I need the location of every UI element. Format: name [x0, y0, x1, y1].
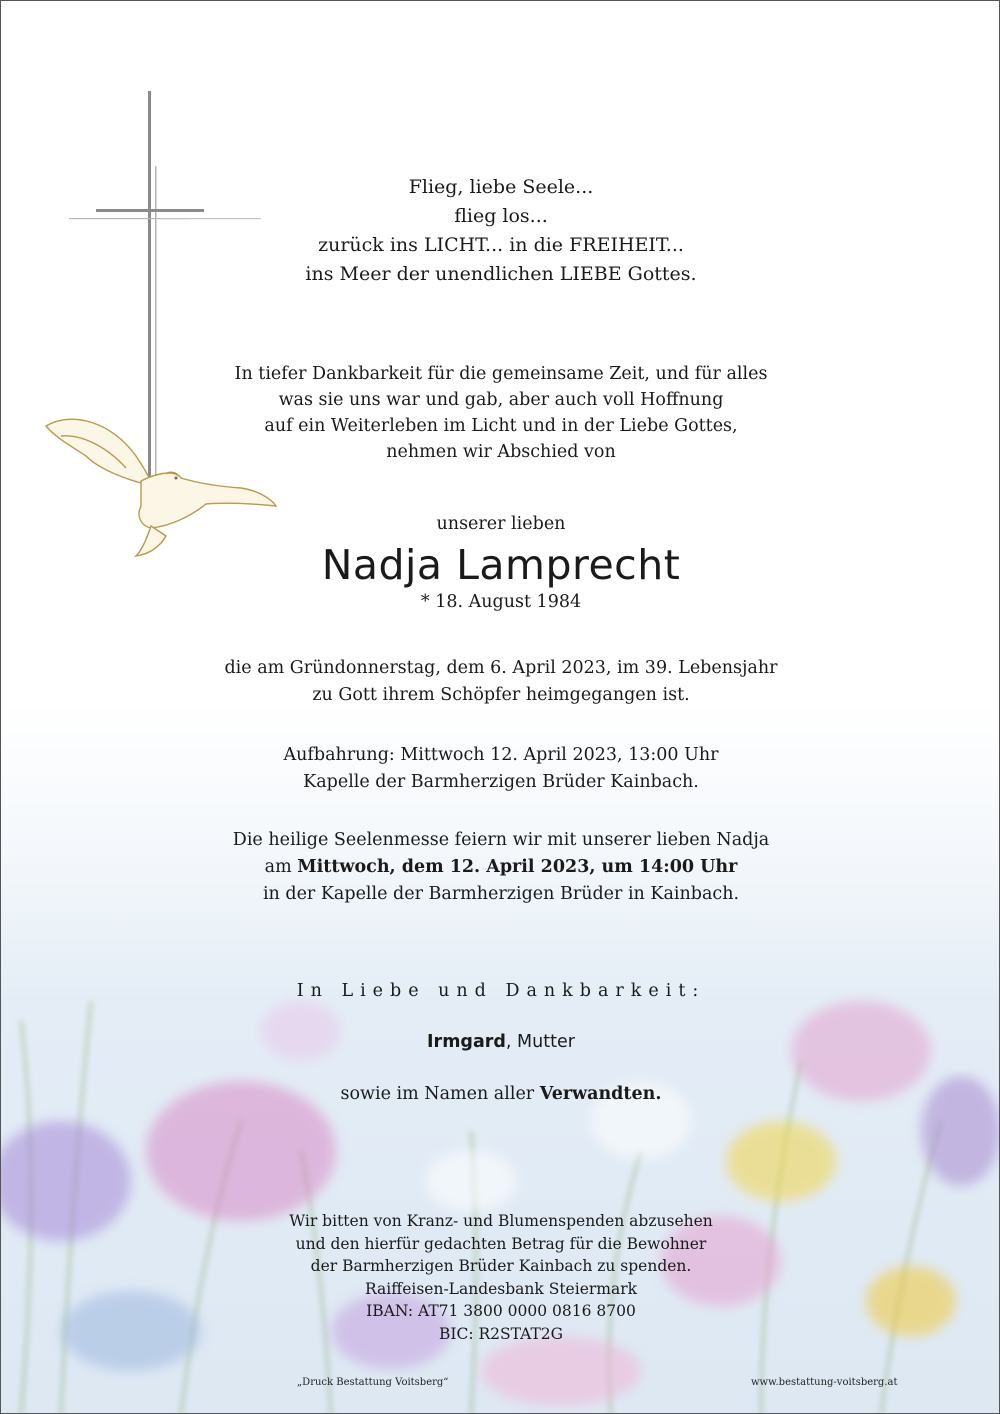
verse-line: ins Meer der unendlichen LIEBE Gottes. [305, 263, 697, 285]
relatives-prefix: sowie im Namen aller [340, 1084, 540, 1104]
deceased-name: Nadja Lamprecht [321, 541, 681, 589]
relatives-bold: Verwandten. [539, 1084, 662, 1104]
mass-datetime: Mittwoch, dem 12. April 2023, um 14:00 Uhr [297, 857, 738, 877]
mass-line [1, 854, 1000, 881]
viewing-info [1, 742, 1000, 796]
death-line: die am Gründonnerstag, dem 6. April 2023, im 39. Lebensjahr [224, 658, 778, 678]
birth-date: * 18. August 1984 [420, 592, 582, 612]
donation-line: der Barmherzigen Brüder Kainbach zu spenden. [310, 1257, 692, 1275]
mass-line: in der Kapelle der Barmherzigen Brüder in Kainbach. [262, 884, 740, 904]
mass-info [1, 827, 1000, 908]
donation-line: und den hierfür gedachten Betrag für die Bewohner [295, 1234, 707, 1253]
death-line: zu Gott ihrem Schöpfer heimgegangen ist. [312, 685, 690, 705]
verse-line: zurück ins LICHT... in die FREIHEIT... [318, 234, 684, 256]
donation-line: BIC: R2STAT2G [438, 1324, 564, 1343]
verse-line: flieg los... [454, 205, 548, 227]
poem-verse [1, 173, 1000, 289]
donation-request [1, 1210, 1000, 1345]
gratitude-line: nehmen wir Abschied von [386, 442, 616, 462]
deceased-intro: unserer lieben [436, 514, 566, 534]
viewing-line: Aufbahrung: Mittwoch 12. April 2023, 13:00 Uhr [283, 745, 719, 765]
gratitude-paragraph [1, 361, 1000, 465]
mass-line: Die heilige Seelenmesse feiern wir mit unserer lieben Nadja [232, 830, 770, 850]
footer-website: www.bestattung-voitsberg.at [751, 1377, 898, 1388]
mass-prefix: am [264, 857, 298, 877]
relatives-line [1, 1084, 1000, 1104]
gratitude-line: was sie uns war und gab, aber auch voll Hoffnung [278, 390, 724, 410]
donation-line: Wir bitten von Kranz- und Blumenspenden abzusehen [289, 1212, 713, 1230]
closing-heading: In Liebe und Dankbarkeit: [296, 981, 706, 1001]
signer [1, 1032, 1000, 1052]
verse-line: Flieg, liebe Seele... [408, 176, 594, 198]
gratitude-line: In tiefer Dankbarkeit für die gemeinsame Zeit, und für alles [234, 364, 768, 384]
signer-role: , Mutter [505, 1032, 575, 1052]
death-notice [1, 655, 1000, 709]
donation-line: IBAN: AT71 3800 0000 0816 8700 [366, 1302, 636, 1320]
donation-line: Raiffeisen-Landesbank Steiermark [364, 1279, 638, 1298]
signer-name: Irmgard [427, 1032, 506, 1052]
viewing-line: Kapelle der Barmherzigen Brüder Kainbach. [303, 772, 699, 792]
cross-dove-emblem [41, 86, 281, 566]
gratitude-line: auf ein Weiterleben im Licht und in der Liebe Gottes, [264, 416, 738, 436]
footer-printer: „Druck Bestattung Voitsberg“ [297, 1377, 449, 1388]
